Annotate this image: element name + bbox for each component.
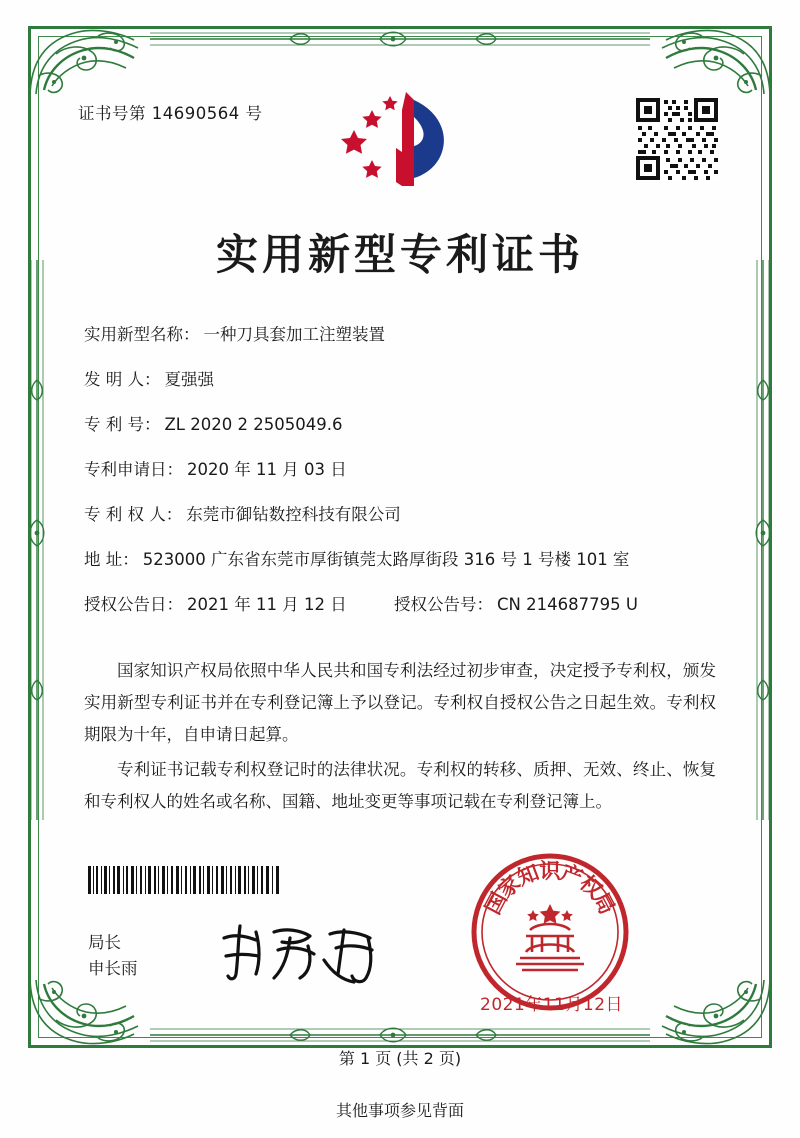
field-value-grant-number: CN 214687795 U [497,594,638,614]
svg-text:知: 知 [514,860,543,891]
field-value: 523000 广东省东莞市厚街镇莞太路厚街段 316 号 1 号楼 101 室 [142,549,630,569]
field-label: 专 利 权 人： [84,504,183,524]
field-row-grant [84,593,718,617]
barcode-icon [88,866,280,894]
svg-text:产: 产 [557,860,586,891]
page-number: 第 1 页 (共 2 页) [338,1049,462,1068]
corner-ornament-icon [26,24,146,102]
paragraph-1: 国家知识产权局依照中华人民共和国专利法经过初步审查，决定授予专利权，颁发实用新型专利证书并在专利登记簿上予以登记。专利权自授权公告之日起生效。专利权期限为十年，自申请日起算。 [84,661,716,745]
body-text [84,655,716,820]
border-flourish-left [22,260,52,820]
paragraph-2: 专利证书记载专利权登记时的法律状况。专利权的转移、质押、无效、终止、恢复和专利权人的姓名或名称、国籍、地址变更等事项记载在专利登记簿上。 [84,759,716,811]
certificate-number: 证书号第 14690564 号 [78,104,263,123]
signature-block [88,930,138,981]
corner-ornament-icon [26,972,146,1050]
corner-ornament-icon [654,24,774,102]
field-row-name [84,323,718,347]
svg-text:局: 局 [588,888,620,919]
field-label: 实用新型名称： [84,325,200,344]
field-row-address [84,548,718,572]
footnote: 其他事项参见背面 [335,1101,464,1120]
field-label: 专 利 号： [84,414,161,434]
field-value: 一种刀具套加工注塑装置 [203,325,385,344]
svg-text:家: 家 [493,870,526,903]
field-row-patent-number [84,413,718,437]
page-title: 实用新型专利证书 [215,230,584,279]
corner-ornament-icon [654,972,774,1050]
field-row-application-date [84,458,718,482]
border-flourish-right [748,260,778,820]
field-value: 东莞市御钻数控科技有限公司 [186,504,401,524]
field-value-grant-date: 2021 年 11 月 12 日 [187,594,347,614]
field-row-inventor [84,368,718,392]
qr-code-icon [634,96,720,182]
certificate-fields [84,323,718,637]
svg-text:识: 识 [539,859,561,883]
seal-date: 2021年11月12日 [480,995,624,1015]
field-label-grant-date: 授权公告日： [84,594,183,614]
field-label-grant-number: 授权公告号： [394,594,493,614]
director-name-label: 申长雨 [88,958,138,978]
field-value: 2020 年 11 月 03 日 [187,459,347,479]
field-label: 地 址： [84,549,139,569]
svg-text:权: 权 [574,870,607,903]
field-value: 夏强强 [164,369,214,389]
svg-text:国: 国 [480,888,512,919]
field-label: 发 明 人： [84,369,161,389]
field-row-patentee [84,503,718,527]
field-label: 专利申请日： [84,459,183,479]
handwritten-signature-icon [212,916,402,986]
official-seal [470,852,630,1012]
director-title-label: 局长 [88,933,121,952]
cnipa-logo-icon [336,86,464,194]
field-value: ZL 2020 2 2505049.6 [164,414,343,434]
border-flourish-top [150,24,650,54]
